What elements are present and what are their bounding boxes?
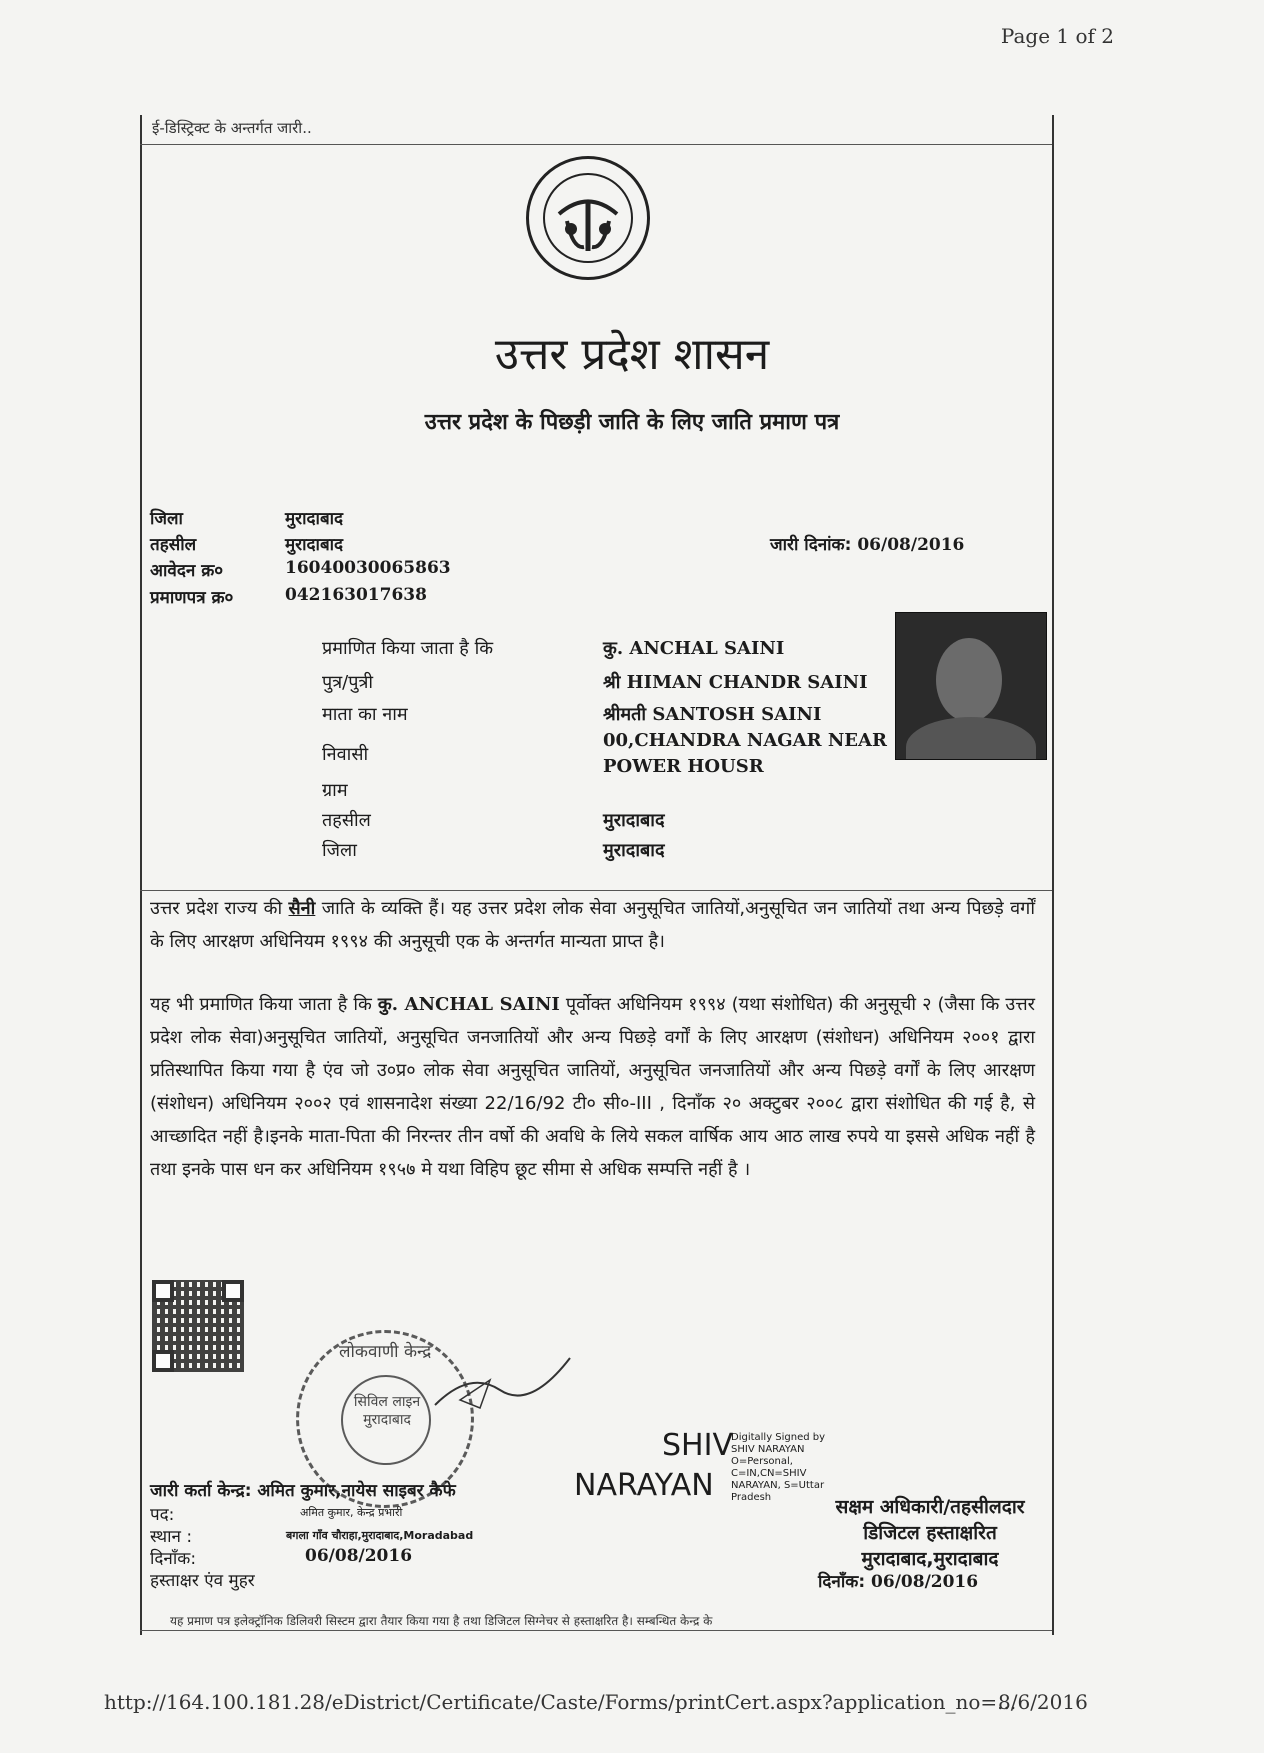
- issuing-center: [150, 1478, 456, 1501]
- certificate-no-value: 042163017638: [285, 585, 427, 605]
- issuer-date-value: 06/08/2016: [305, 1546, 413, 1566]
- detail-district-label: जिला: [322, 840, 357, 861]
- qr-code-icon: [152, 1280, 244, 1372]
- father-name: श्री HIMAN CHANDR SAINI: [603, 672, 868, 693]
- place-label: स्थान :: [150, 1527, 193, 1547]
- page-number: Page 1 of 2: [1000, 24, 1114, 48]
- issue-date: [770, 532, 964, 555]
- qr-corner: [152, 1280, 174, 1302]
- seal-inner-ring: [341, 1375, 431, 1465]
- district-label: जिला: [150, 509, 183, 529]
- para2-text-before: यह भी प्रमाणित किया जाता है कि: [150, 994, 378, 1015]
- certificate-subtitle: उत्तर प्रदेश के पिछड़ी जाति के लिए जाति प्रमाण पत्र: [424, 410, 840, 435]
- resident-label: निवासी: [322, 744, 369, 765]
- authority-date: [818, 1569, 978, 1592]
- truncated-footer-note: यह प्रमाण पत्र इलेक्ट्रॉनिक डिलिवरी सिस्टम द्वारा तैयार किया गया है तथा डिजिटल सिग्नेचर से हस्ताक्षरित है। सम्बन्धित केन्द्र के: [170, 1614, 713, 1628]
- certification-paragraph: [150, 988, 1035, 1186]
- resident-address: 00,CHANDRA NAGAR NEAR POWER HOUSR: [603, 730, 887, 777]
- para2-applicant-name: कु. ANCHAL SAINI: [377, 994, 560, 1015]
- signer-name-line1: SHIV: [662, 1428, 733, 1463]
- qr-corner: [222, 1280, 244, 1302]
- signer-name-line2: NARAYAN: [574, 1468, 714, 1503]
- village-label: ग्राम: [322, 780, 348, 801]
- tehsil-value: मुरादाबाद: [285, 535, 344, 555]
- caste-paragraph: [150, 892, 1035, 958]
- photo-face: [936, 638, 1002, 722]
- application-no-label: आवेदन क्र०: [150, 561, 224, 581]
- seal-outer-text: लोकवाणी केन्द्र: [339, 1342, 432, 1362]
- authority-date-label: दिनाँक:: [818, 1572, 866, 1592]
- tehsil-label: तहसील: [150, 535, 197, 555]
- section-divider: [140, 890, 1052, 891]
- para1-text-before: उत्तर प्रदेश राज्य की: [150, 898, 289, 919]
- photo-body: [906, 717, 1036, 760]
- issuer-date-label: दिनाँक:: [150, 1549, 197, 1569]
- government-emblem-icon: [526, 156, 650, 280]
- digital-signature-details: Digitally Signed by SHIV NARAYAN O=Personal, C=IN,CN=SHIV NARAYAN, S=Uttar Pradesh: [731, 1432, 826, 1503]
- detail-tehsil-label: तहसील: [322, 810, 371, 831]
- applicant-photo: [895, 612, 1047, 760]
- mother-name: श्रीमती SANTOSH SAINI: [603, 704, 822, 725]
- print-url: http://164.100.181.28/eDistrict/Certificate/Caste/Forms/printCert.aspx?application_no=...: [104, 1690, 1017, 1714]
- qr-corner: [152, 1350, 174, 1372]
- detail-district-value: मुरादाबाद: [603, 840, 665, 861]
- certificate-no-label: प्रमाणपत्र क्र०: [150, 588, 234, 608]
- authority-digital: डिजिटल हस्ताक्षरित: [863, 1522, 997, 1544]
- sign-seal-label: हस्ताक्षर एंव मुहर: [150, 1571, 255, 1591]
- certified-label: प्रमाणित किया जाता है कि: [322, 638, 494, 659]
- bottom-divider: [140, 1630, 1052, 1631]
- parent-label: पुत्र/पुत्री: [322, 672, 374, 693]
- authority-title: सक्षम अधिकारी/तहसीलदार: [835, 1496, 1025, 1518]
- para1-text-after: जाति के व्यक्ति हैं। यह उत्तर प्रदेश लोक सेवा अनुसूचित जातियों,अनुसूचित जन जातियों तथा अन्य पिछड़े वर्गों के लिए आरक्षण अधिनियम १९९४ की अनुसूची एक के अन्तर्गत मान्यता प्राप्त है।: [150, 898, 1035, 952]
- issuing-center-label: जारी कर्ता केन्द्र:: [150, 1481, 252, 1501]
- mother-label: माता का नाम: [322, 704, 408, 725]
- post-label: पद:: [150, 1505, 175, 1525]
- issuing-center-value: अमित कुमार,नायेस साइबर कैफे: [257, 1481, 456, 1501]
- authority-date-value: 06/08/2016: [871, 1572, 979, 1592]
- issue-date-label: जारी दिनांक:: [770, 535, 852, 555]
- detail-tehsil-value: मुरादाबाद: [603, 810, 665, 831]
- post-value: अमित कुमार, केन्द्र प्रभारी: [300, 1506, 403, 1519]
- government-title: उत्तर प्रदेश शासन: [494, 329, 770, 380]
- top-divider: [140, 144, 1052, 145]
- para2-text-after: पूर्वोक्त अधिनियम १९९४ (यथा संशोधित) की अनुसूची २ (जैसा कि उत्तर प्रदेश लोक सेवा)अनुसूचित जातियों, अनुसूचित जनजातियों और अन्य पिछड़े वर्गों के लिए आरक्षण (संशोधन) अधिनियम २००१ द्वारा प्रतिस्थापित किया गया है एंव जो उ०प्र० लोक सेवा अनुसूचित जातियों, अनुसूचित जनजातियों और अन्य पिछड़े वर्गों के लिए आरक्षण (संशोधन) अधिनियम २००२ एवं शासनादेश संख्या 22/16/92 टी० सी०-III , दिनाँक २० अक्टुबर २००८ द्वारा संशोधित की गई है, से आच्छादित नहीं है।इनके माता-पिता की निरन्तर तीन वर्षो की अवधि के लिये सकल वार्षिक आय आठ लाख रुपये या इससे अधिक नहीं है तथा इनके पास धन कर अधिनियम १९५७ मे यथा विहिप छूट सीमा से अधिक सम्पत्ति नहीं है ।: [150, 994, 1035, 1180]
- seal-inner-text: सिविल लाइन मुरादाबाद: [353, 1394, 421, 1428]
- issue-date-value: 06/08/2016: [857, 535, 965, 555]
- caste-name: सैनी: [288, 898, 316, 919]
- place-value: बगला गाँव चौराहा,मुरादाबाद,Moradabad: [286, 1529, 474, 1542]
- issued-under-label: ई-डिस्ट्रिक्ट के अन्तर्गत जारी..: [152, 119, 312, 137]
- certified-name: कु. ANCHAL SAINI: [603, 638, 785, 659]
- handwritten-signature-icon: [430, 1350, 580, 1420]
- application-no-value: 16040030065863: [285, 558, 451, 578]
- print-date: 8/6/2016: [998, 1690, 1088, 1714]
- district-value: मुरादाबाद: [285, 509, 344, 529]
- authority-place: मुरादाबाद,मुरादाबाद: [861, 1548, 999, 1570]
